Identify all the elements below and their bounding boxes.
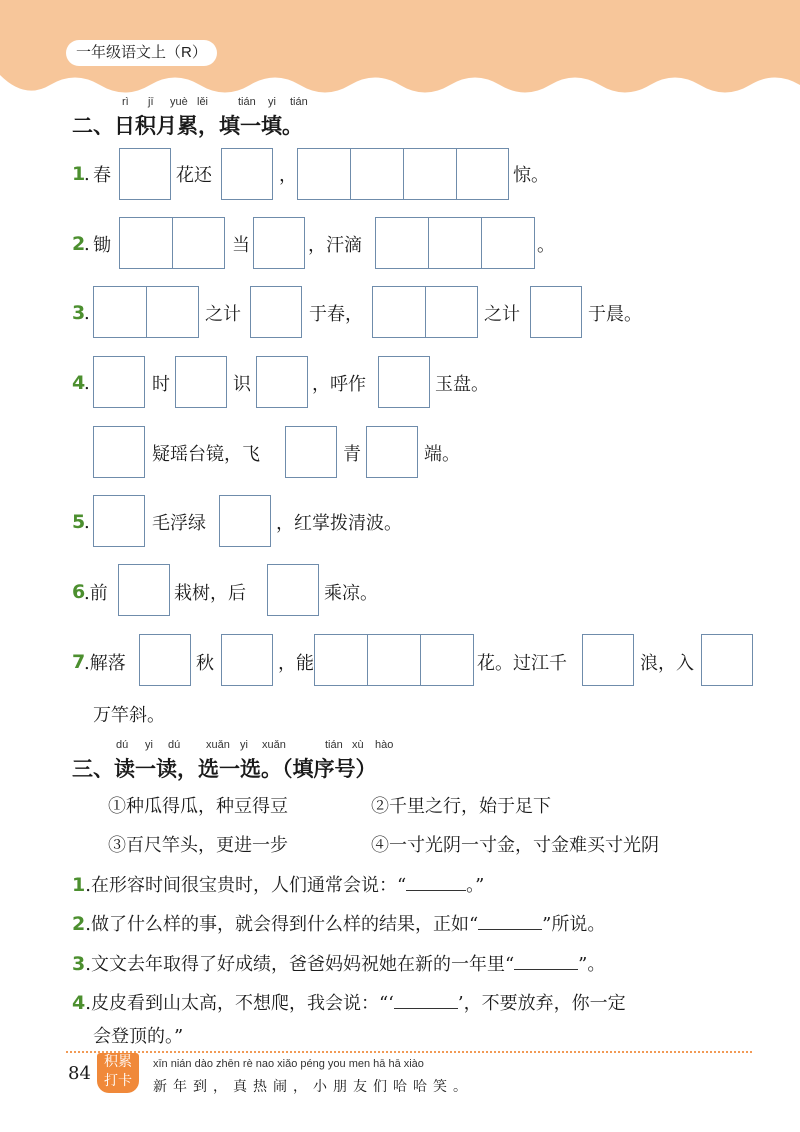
question-text: .做了什么样的事，就会得到什么样的结果，正如“	[85, 914, 479, 935]
question-4	[72, 990, 626, 1016]
text: 毛浮绿	[152, 513, 206, 534]
pinyin-tian-2: tián	[290, 96, 308, 108]
text: .	[84, 373, 90, 394]
answer-blank[interactable]	[514, 951, 578, 970]
answer-blank[interactable]	[478, 911, 542, 930]
footer-rhyme: 新年到，真热闹，小朋友们哈哈笑。	[153, 1079, 473, 1095]
answer-box[interactable]	[139, 634, 191, 686]
item-number: 7	[72, 651, 86, 673]
answer-box[interactable]	[219, 495, 271, 547]
pinyin: xù	[352, 739, 364, 751]
answer-box[interactable]	[256, 356, 308, 408]
option-4: ④一寸光阴一寸金，寸金难买寸光阴	[371, 835, 659, 856]
question-text: .皮皮看到山太高，不想爬，我会说：“‘	[85, 993, 394, 1014]
pinyin: yi	[145, 739, 153, 751]
answer-box[interactable]	[93, 356, 145, 408]
pinyin: xuǎn	[262, 739, 286, 751]
question-3	[72, 951, 605, 977]
answer-box[interactable]	[253, 217, 305, 269]
question-text: ”所说。	[542, 914, 606, 935]
item-number: 4	[72, 992, 86, 1014]
answer-box-2[interactable]	[93, 286, 199, 338]
text: 玉盘。	[435, 374, 489, 395]
text: ，呼作	[312, 374, 366, 395]
item-number: 2	[72, 233, 86, 255]
text: 青	[343, 444, 361, 465]
text: 当	[232, 235, 250, 256]
text: .	[84, 512, 90, 533]
answer-box-3[interactable]	[314, 634, 474, 686]
book-tag: 一年级语文上（R）	[66, 40, 217, 66]
question-2	[72, 911, 605, 937]
text: 。	[537, 235, 555, 256]
accumulate-badge	[97, 1053, 139, 1093]
question-text: ”。	[578, 954, 606, 975]
pinyin: dú	[168, 739, 181, 751]
answer-box-3[interactable]	[375, 217, 535, 269]
text: 疑瑶台镜，飞	[152, 444, 260, 465]
footer-divider	[66, 1051, 752, 1053]
question-1	[72, 872, 484, 898]
text: 乘凉。	[324, 583, 378, 604]
pinyin-yi: yi	[268, 96, 276, 108]
answer-blank[interactable]	[406, 872, 466, 891]
pinyin-tian: tián	[238, 96, 256, 108]
pinyin-yue: yuè	[170, 96, 188, 108]
pinyin: yi	[240, 739, 248, 751]
answer-box[interactable]	[267, 564, 319, 616]
text: ，红掌拨清波。	[276, 513, 402, 534]
text: .前	[84, 583, 108, 604]
pinyin-lei: lěi	[197, 96, 209, 108]
footer-pinyin: xīn nián dào zhēn rè nao xiǎo péng you men hā hā xiào	[153, 1058, 424, 1070]
item-number: 2	[72, 913, 86, 935]
text: 之计	[205, 304, 241, 325]
item-number: 4	[72, 372, 86, 394]
text: 花。过江千	[477, 653, 567, 674]
item-number: 6	[72, 581, 86, 603]
question-text: 会登顶的。”	[93, 1026, 184, 1047]
text: 于晨。	[588, 304, 642, 325]
pinyin: xuǎn	[206, 739, 230, 751]
text: 浪，入	[640, 653, 694, 674]
section2-title: 二、日积月累，填一填。	[72, 114, 303, 138]
answer-box[interactable]	[93, 426, 145, 478]
answer-box[interactable]	[366, 426, 418, 478]
text: 花还	[176, 165, 212, 186]
item-number: 3	[72, 953, 86, 975]
answer-box[interactable]	[378, 356, 430, 408]
answer-box[interactable]	[175, 356, 227, 408]
text: 之计	[484, 304, 520, 325]
answer-box[interactable]	[530, 286, 582, 338]
badge-line-1: 积累	[104, 1054, 132, 1070]
pinyin-ji: jī	[148, 96, 154, 108]
text: 于春，	[309, 304, 363, 325]
header-wave	[0, 60, 800, 110]
answer-box[interactable]	[93, 495, 145, 547]
text: ，能	[278, 653, 314, 674]
option-2: ②千里之行，始于足下	[371, 796, 551, 817]
badge-line-2: 打卡	[104, 1073, 132, 1089]
item-number: 1	[72, 874, 86, 896]
answer-box[interactable]	[221, 634, 273, 686]
text: 万竿斜。	[93, 705, 165, 726]
answer-box[interactable]	[285, 426, 337, 478]
section3-title: 三、读一读，选一选。（填序号）	[72, 757, 377, 781]
text: ，汗滴	[308, 235, 362, 256]
question-text: .在形容时间很宝贵时，人们通常会说：“	[85, 875, 407, 896]
item-number: 5	[72, 511, 86, 533]
pinyin: tián	[325, 739, 343, 751]
text: ，	[279, 165, 297, 186]
text: 锄	[93, 235, 111, 256]
page-number: 84	[68, 1063, 91, 1084]
option-3: ③百尺竿头，更进一步	[108, 835, 288, 856]
pinyin: hào	[375, 739, 394, 751]
answer-box-2[interactable]	[372, 286, 478, 338]
question-text: .文文去年取得了好成绩，爸爸妈妈祝她在新的一年里“	[85, 954, 515, 975]
pinyin-ri: rì	[122, 96, 129, 108]
text: 惊。	[513, 165, 549, 186]
text: 端。	[424, 444, 460, 465]
answer-box[interactable]	[582, 634, 634, 686]
answer-box[interactable]	[119, 148, 171, 200]
text: .	[84, 303, 90, 324]
pinyin: dú	[116, 739, 129, 751]
answer-box[interactable]	[221, 148, 273, 200]
text: 秋	[196, 653, 214, 674]
question-text: ’，不要放弃，你一定	[457, 993, 626, 1014]
answer-box[interactable]	[250, 286, 302, 338]
answer-box-2[interactable]	[119, 217, 225, 269]
answer-box-4[interactable]	[297, 148, 509, 200]
option-1: ①种瓜得瓜，种豆得豆	[108, 796, 288, 817]
answer-blank[interactable]	[394, 990, 458, 1009]
item-number: 1	[72, 163, 86, 185]
text: 春	[93, 165, 111, 186]
text: 识	[233, 374, 251, 395]
question-text: 。”	[466, 875, 485, 896]
text: 时	[152, 374, 170, 395]
answer-box[interactable]	[701, 634, 753, 686]
text: 栽树，后	[174, 583, 246, 604]
item-number: 3	[72, 302, 86, 324]
answer-box[interactable]	[118, 564, 170, 616]
text: .解落	[84, 653, 126, 674]
